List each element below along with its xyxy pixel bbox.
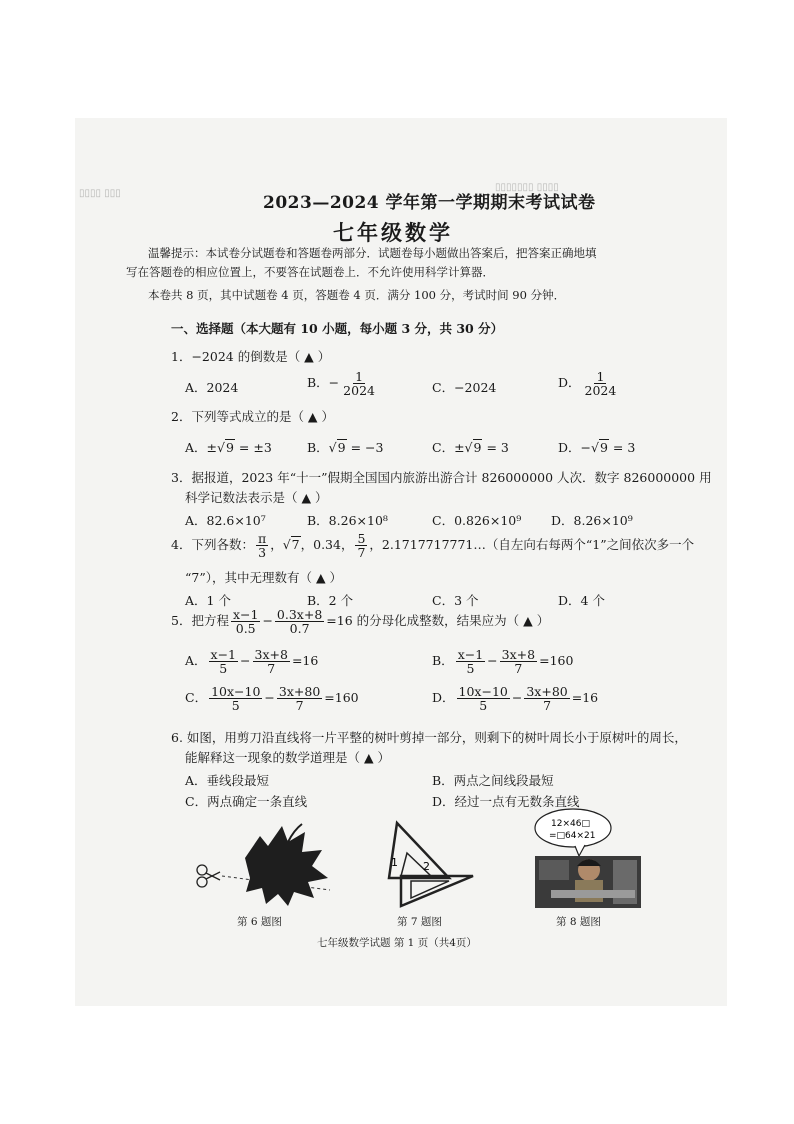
figure-7-triangles bbox=[387, 818, 477, 908]
bleed-through-text: ▯▯▯▯ ▯▯▯ bbox=[79, 188, 121, 199]
page-footer: 七年级数学试题 第 1 页（共4页） bbox=[317, 937, 477, 949]
q6-option-c: C．两点确定一条直线 bbox=[185, 794, 308, 809]
q5-option-d: D． $\frac{10x-10}{5}$ − $\frac{3x+80}{7}$ =16 bbox=[432, 684, 599, 714]
q5-option-a: A． $\frac{x-1}{5}$ − $\frac{3x+8}{7}$ =16 bbox=[185, 647, 319, 677]
q1-option-c: C．−2024 bbox=[432, 380, 497, 395]
q4-option-c: C．3 个 bbox=[432, 593, 479, 608]
notice-line-2: 写在答题卷的相应位置上，不要答在试题卷上．不允许使用科学计算器． bbox=[126, 265, 494, 279]
q2-option-c: C．±√9 = 3 bbox=[432, 440, 509, 455]
figure-8-caption: 第 8 题图 bbox=[556, 916, 601, 928]
question-6-line-1: 6. 如图，用剪刀沿直线将一片平整的树叶剪掉一部分，则剩下的树叶周长小于原树叶的周长， bbox=[171, 730, 687, 745]
section-heading: 一、选择题（本大题有 10 小题，每小题 3 分，共 30 分） bbox=[171, 321, 504, 336]
exam-subtitle: 七年级数学 bbox=[333, 220, 453, 245]
q2-option-a: A．±√9 = ±3 bbox=[185, 440, 272, 455]
q2-option-b: B．√9 = −3 bbox=[307, 440, 384, 455]
q4-option-a: A．1 个 bbox=[185, 593, 231, 608]
question-6-line-2: 能解释这一现象的数学道理是（ ▲ ） bbox=[185, 750, 391, 765]
figure-6-caption: 第 6 题图 bbox=[237, 916, 282, 928]
question-1-stem: 1．−2024 的倒数是（ ▲ ） bbox=[171, 349, 331, 364]
figure-8-illustration bbox=[533, 806, 643, 910]
notice-line-1: 温馨提示：本试卷分试题卷和答题卷两部分．试题卷每小题做出答案后，把答案正确地填 bbox=[148, 246, 597, 260]
q1-option-d: D． $\frac{1}{2024}$ bbox=[558, 369, 617, 399]
exam-title: 2023—2024 学年第一学期期末考试试卷 bbox=[263, 193, 596, 213]
q6-option-b: B．两点之间线段最短 bbox=[432, 773, 554, 788]
figure-7-caption: 第 7 题图 bbox=[397, 916, 442, 928]
exam-paper bbox=[75, 118, 727, 1006]
q2-option-d: D．−√9 = 3 bbox=[558, 440, 636, 455]
figure-7-angle-label-1: 1 bbox=[391, 856, 398, 869]
speech-bubble bbox=[535, 809, 611, 856]
question-3-line-1: 3．据报道，2023 年“十一”假期全国国内旅游出游合计 826000000 人次．数字 826000000 用 bbox=[171, 470, 712, 485]
q3-option-d: D．8.26×10⁹ bbox=[551, 513, 633, 528]
q1-option-a: A．2024 bbox=[185, 380, 239, 395]
q6-option-d: D．经过一点有无数条直线 bbox=[432, 794, 580, 809]
notice-line-3: 本卷共 8 页，其中试题卷 4 页，答题卷 4 页．满分 100 分，考试时间 90 分钟． bbox=[148, 288, 566, 302]
question-5-stem: 5．把方程 $\frac{x-1}{0.5}$ − $\frac{0.3x+8}{0.7}$ =16 的分母化成整数，结果应为（ ▲ ） bbox=[171, 607, 550, 637]
scissors-icon bbox=[197, 865, 220, 887]
q3-option-c: C．0.826×10⁹ bbox=[432, 513, 522, 528]
bubble-line-2: =□64×21 bbox=[549, 831, 596, 841]
question-4-line-1: 4．下列各数： $\frac{\pi}{3}$ ，√7，0.34， $\frac{5}{7}$ ，2.1717717771…（自左向右每两个“1”之间依次多一个 bbox=[171, 531, 695, 561]
figure-6-leaf bbox=[190, 818, 340, 908]
figure-7-angle-label-2: 2 bbox=[423, 860, 430, 873]
q5-option-b: B． $\frac{x-1}{5}$ − $\frac{3x+8}{7}$ =160 bbox=[432, 647, 574, 677]
q4-option-d: D．4 个 bbox=[558, 593, 605, 608]
q3-option-a: A．82.6×10⁷ bbox=[185, 513, 266, 528]
q5-option-c: C． $\frac{10x-10}{5}$ − $\frac{3x+80}{7}$ =160 bbox=[185, 684, 359, 714]
q1-option-b: B．− $\frac{1}{2024}$ bbox=[307, 369, 375, 399]
bleed-through-text: ▯▯▯▯▯▯▯ ▯▯▯▯ bbox=[495, 182, 559, 193]
question-4-line-2: “7”），其中无理数有（ ▲ ） bbox=[185, 570, 343, 585]
q3-option-b: B．8.26×10⁸ bbox=[307, 513, 388, 528]
question-3-line-2: 科学记数法表示是（ ▲ ） bbox=[185, 490, 328, 505]
q6-option-a: A．垂线段最短 bbox=[185, 773, 270, 788]
q4-option-b: B．2 个 bbox=[307, 593, 354, 608]
bubble-line-1: 12×46□ bbox=[551, 819, 590, 829]
question-2-stem: 2．下列等式成立的是（ ▲ ） bbox=[171, 409, 335, 424]
